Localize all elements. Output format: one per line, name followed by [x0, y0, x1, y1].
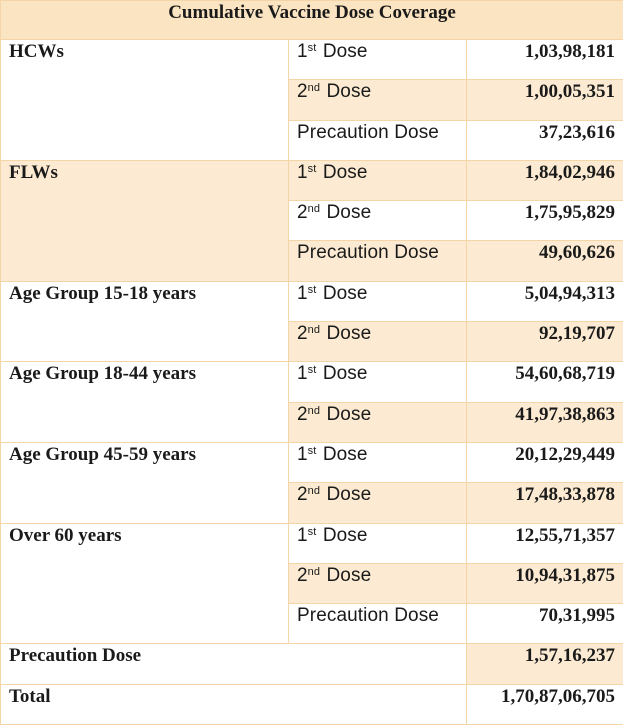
dose-label: 2nd Dose	[289, 322, 467, 362]
grand-total-value: 1,70,87,06,705	[467, 684, 623, 724]
grand-total-label: Total	[1, 684, 467, 724]
dose-value: 1,84,02,946	[467, 160, 623, 200]
dose-value: 1,03,98,181	[467, 40, 623, 80]
precaution-total-row	[1, 644, 623, 684]
table-title: Cumulative Vaccine Dose Coverage	[1, 1, 623, 40]
dose-label: 1st Dose	[289, 442, 467, 482]
dose-label: 2nd Dose	[289, 201, 467, 241]
table-title-row	[1, 1, 623, 40]
dose-label: Precaution Dose	[289, 241, 467, 281]
dose-label: 1st Dose	[289, 362, 467, 402]
dose-label: 2nd Dose	[289, 563, 467, 603]
dose-label: 1st Dose	[289, 281, 467, 321]
table-row	[1, 523, 623, 563]
dose-value: 10,94,31,875	[467, 563, 623, 603]
dose-label: 2nd Dose	[289, 80, 467, 120]
dose-value: 1,75,95,829	[467, 201, 623, 241]
dose-value: 37,23,616	[467, 120, 623, 160]
group-label-age-15-18: Age Group 15-18 years	[1, 281, 289, 362]
table-row	[1, 442, 623, 482]
dose-label: 2nd Dose	[289, 483, 467, 523]
dose-value: 54,60,68,719	[467, 362, 623, 402]
group-label-hcws: HCWs	[1, 40, 289, 161]
dose-label: 1st Dose	[289, 40, 467, 80]
dose-value: 12,55,71,357	[467, 523, 623, 563]
grand-total-row	[1, 684, 623, 724]
dose-value: 70,31,995	[467, 604, 623, 644]
dose-label: 1st Dose	[289, 160, 467, 200]
group-label-over-60: Over 60 years	[1, 523, 289, 644]
dose-label: Precaution Dose	[289, 120, 467, 160]
dose-value: 41,97,38,863	[467, 402, 623, 442]
table-row	[1, 281, 623, 321]
dose-label: 2nd Dose	[289, 402, 467, 442]
dose-label: 1st Dose	[289, 523, 467, 563]
table-row	[1, 362, 623, 402]
dose-value: 17,48,33,878	[467, 483, 623, 523]
dose-value: 92,19,707	[467, 322, 623, 362]
dose-value: 49,60,626	[467, 241, 623, 281]
dose-value: 20,12,29,449	[467, 442, 623, 482]
dose-label: Precaution Dose	[289, 604, 467, 644]
group-label-age-45-59: Age Group 45-59 years	[1, 442, 289, 523]
dose-value: 1,00,05,351	[467, 80, 623, 120]
group-label-flws: FLWs	[1, 160, 289, 281]
precaution-total-value: 1,57,16,237	[467, 644, 623, 684]
dose-value: 5,04,94,313	[467, 281, 623, 321]
precaution-total-label: Precaution Dose	[1, 644, 467, 684]
table-row	[1, 160, 623, 200]
group-label-age-18-44: Age Group 18-44 years	[1, 362, 289, 443]
table-row	[1, 40, 623, 80]
